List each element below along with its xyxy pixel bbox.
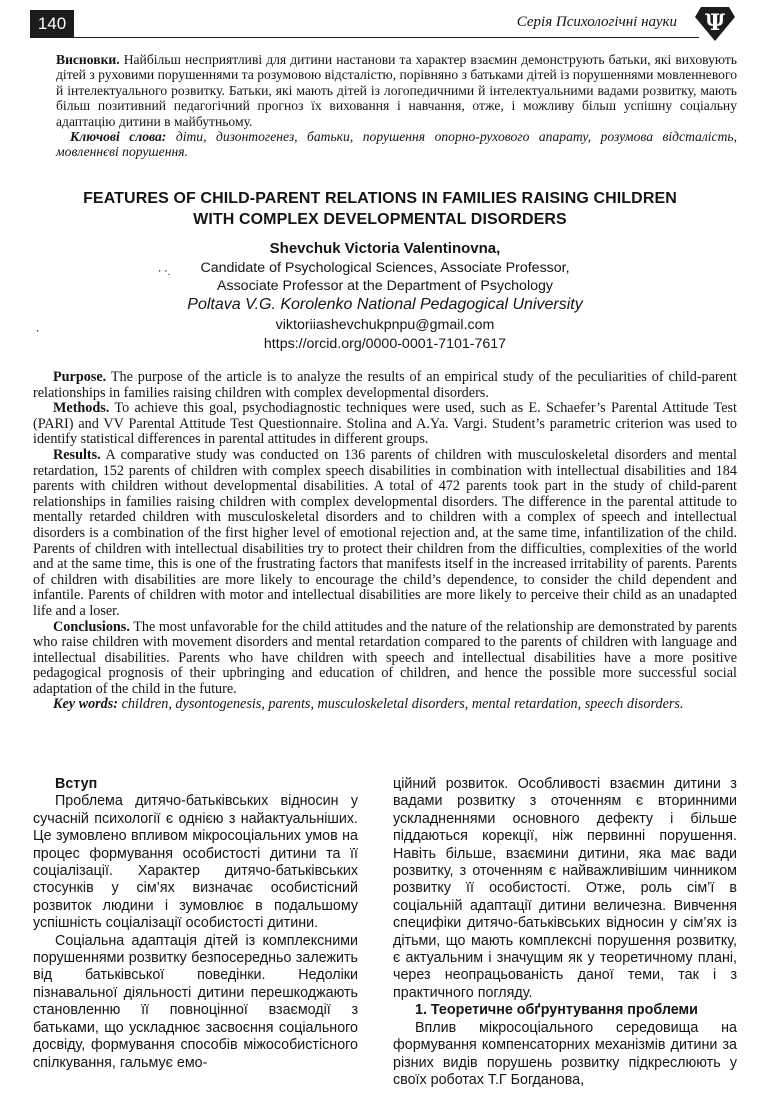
author-degree: Candidate of Psychological Sciences, Associate Professor, [200,259,570,276]
author-position: Associate Professor at the Department of Psychology [217,278,553,295]
keywords-label: Key words: [53,696,119,713]
body-paragraph: ційний розвиток. Особливості взаємин дитини з вадами розвитку з оточенням є вторинними ускладненнями основного дефекту і більше піддаються корекції, ніж первинні порушення. Навіть більше, взаємини дитини, яка має вади розвитку, з оточенням є найважливішим чинником розвитку її особистості. Отже, роль сім’ї в соціальній адаптації дитини величезна. Вивчення специфіки дитячо-батьківських відносин у сім’ях із дітьми, що мають комплексні порушення розвитку, є актуальним і значущим як у теоретичному плані, через неопрацьованість даної теми, так і з практичного погляду. [393,776,737,1001]
svg-text:Ψ: Ψ [704,10,726,36]
uk-keywords [56,129,737,160]
keywords-text: children, dysontogenesis, parents, musculoskeletal disorders, mental retardation, speech disorders. [118,696,684,713]
uk-conclusions-label: Висновки. [56,52,120,67]
intro-heading: Вступ [55,776,98,792]
results-text: A comparative study was conducted on 136 parents of children with musculoskeletal disorders and mental retardation, 152 parents of children with complex speech disabilities in combination with intellectual disabilities and 184 parents with children without developmental disabilities. A total of 472 parents took part in the study of child-parent relationships in families raising children with complex developmental disorders. The difference in the parental attitude to mentally retarded children with musculoskeletal disorders and to children with a complex of speech and intellectual disorders is a combination of the first higher level of emotional rejection and, at the same time, infantilization of the child. Parents of children with intellectual disabilities try to protect their children from the difficulties, complexities of the world and at the same time, this is one of the frustrating factors that manifests itself in the increased irritability of parents. Parents of children with disabilities are more likely to encourage the child’s dependence, to consider the child dependent and infantile. Parents of children with motor and intellectual disabilities are more likely to perceive their child as an unadapted life and a loser. [33,446,737,619]
methods-paragraph [33,401,737,448]
conclusions-text: The most unfavorable for the child attitudes and the nature of the relationship are demonstrated by parents who raise children with movement disorders and mental retardation compared to the parents of children with language and intellectual disabilities. Parents who have children with speech and intellectual disabilities have a more positive pedagogical prognosis of their upbringing and education of children, and hence the possible more successful social adaptation of the child in the future. [33,618,737,697]
results-label: Results. [53,446,101,463]
purpose-label: Purpose. [53,369,107,385]
author-orcid[interactable]: https://orcid.org/0000-0001-7101-7617 [263,335,507,352]
uk-conclusions [56,52,737,129]
scan-speck: ⸱ ⸱. [158,264,171,278]
methods-label: Methods. [53,400,110,417]
body-paragraph: Вплив мікросоціального середовища на формування компенсаторних механізмів дитини за різних видів порушень розвитку підкреслюють у своїх роботах Т.Г Богданова, [393,1019,737,1088]
uk-keywords-label: Ключові слова: [70,129,167,145]
uk-conclusions-text: Найбільш несприятливі для дитини настанови та характер взаємин демонструють батьки, які виховують дітей з руховими порушеннями та розумовою відсталістю, порівняно з батьками дітей із порушеннями мовленневого й інтелектуального розвитку. Батьки, які мають дітей із логопедичними й інтелектуальними вадами розвитку, мають більш позитивний педагогічний прогноз їх виховання і навчання, отже, і можливу більш успішну соціальну адаптацію дитини в майбутньому. [56,52,737,129]
section1-heading: 1. Теоретичне обґрунтування проблеми [415,1002,698,1019]
purpose-text: The purpose of the article is to analyze the results of an empirical study of the peculiarities of child-parent relationships in families raising children with complex developmental disorders. [33,369,737,401]
article-title [40,188,720,230]
purpose-paragraph [33,370,737,401]
title-line-2: WITH COMPLEX DEVELOPMENTAL DISORDERS [193,211,567,228]
english-abstract [33,370,737,713]
author-university: Poltava V.G. Korolenko National Pedagogical University [187,295,583,313]
page-number: 140 [30,10,74,38]
title-line-1: FEATURES OF CHILD-PARENT RELATIONS IN FAMILIES RAISING CHILDREN [83,190,677,207]
body-paragraph: Проблема дитячо-батьківських відносин у сучасній психології є однією з найактуальніших. Це зумовлено впливом мікросоціальних умов на процес формування особистості дитини та її соціалізації. Характер дитячо-батьківських стосунків у сім’ях визначає особистісний розвиток людини і зумовлює в подальшому успішність соціалізації особистості дитини. [33,793,358,932]
scan-speck: ⸱ [36,324,40,338]
left-column [33,776,358,1072]
body-paragraph: Соціальна адаптація дітей із комплексними порушеннями розвитку безпосередньо залежить від батьківської поведінки. Недоліки пізнавальної діяльності дитини перешкоджають становленню її повноцінної взаємодії з батьками, що ускладнює засвоєння соціального досвіду, формування способів міжособистісного спілкування, гальмує емо- [33,932,358,1071]
series-label: Серія Психологічні науки [516,14,677,30]
header-rule [74,37,699,38]
right-column [393,776,737,1089]
psi-logo-icon [693,3,737,43]
conclusions-paragraph [33,620,737,698]
uk-keywords-text: діти, дизонтогенез, батьки, порушення опорно-рухового апарату, розумова відсталість, мовленнєві порушення. [56,129,737,160]
keywords-paragraph [33,697,737,713]
author-block [40,240,730,354]
ukrainian-abstract [56,52,737,160]
author-email[interactable]: viktoriiashevchukpnpu@gmail.com [275,317,495,334]
methods-text: To achieve this goal, psychodiagnostic techniques were used, such as E. Schaefer’s Parental Attitude Test (PARI) and VV Parental Attitude Test Questionnaire. Stolina and A.Ya. Vargi. Student’s parametric criterion was used to identify statistical differences in parental attitudes in different groups. [33,400,737,448]
results-paragraph [33,448,737,620]
author-name: Shevchuk Victoria Valentinovna, [269,240,501,257]
conclusions-label: Conclusions. [53,618,130,635]
page-header [0,0,759,48]
